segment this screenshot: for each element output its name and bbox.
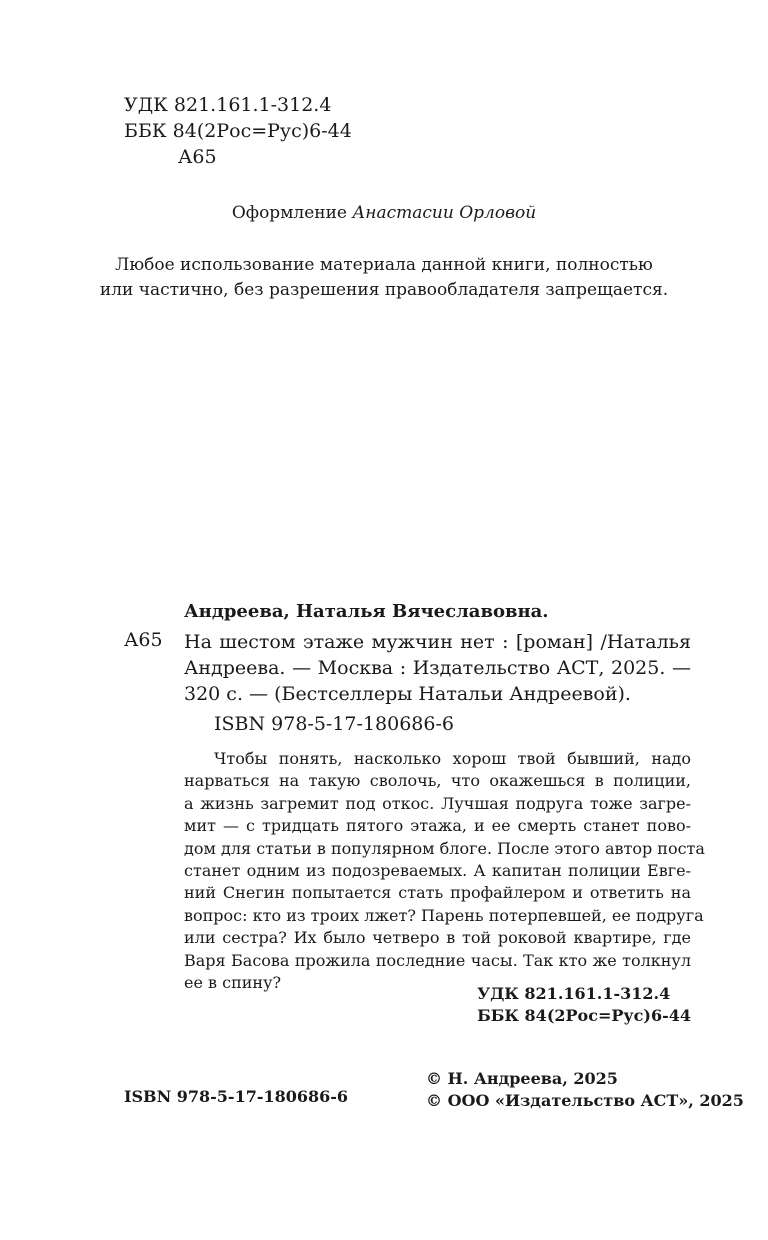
header-author-code: А65 <box>178 146 217 168</box>
annotation-line: ее в спину? <box>184 973 282 993</box>
catalog-author: Андреева, Наталья Вячеславовна. <box>184 601 549 622</box>
footer-copyright-publisher: © ООО «Издательство АСТ», 2025 <box>426 1091 744 1110</box>
header-udk: УДК 821.161.1-312.4 <box>124 94 332 116</box>
catalog-description-line: На шестом этаже мужчин нет : [роман] /Наталья <box>184 631 691 653</box>
design-credit-name: Анастасии Орловой <box>352 203 537 223</box>
footer-copyright <box>426 1068 744 1112</box>
annotation-line: нарваться на такую сволочь, что окажешься в полиции, <box>184 771 691 791</box>
annotation-line: Чтобы понять, насколько хорош твой бывший, надо <box>214 749 691 768</box>
catalog-description-line: Андреева. — Москва : Издательство АСТ, 2025. — <box>184 657 691 679</box>
footer-udk: УДК 821.161.1-312.4 <box>477 984 671 1003</box>
annotation-line: Варя Басова прожила последние часы. Так кто же толкнул <box>184 950 691 970</box>
annotation-line: а жизнь загремит под откос. Лучшая подруга тоже загре- <box>184 793 691 813</box>
footer-bbk: ББК 84(2Рос=Рус)6-44 <box>477 1006 691 1025</box>
catalog-code: А65 <box>124 629 163 651</box>
annotation-line: мит — с тридцать пятого этажа, и ее смерть станет пово- <box>184 816 691 836</box>
design-credit <box>0 203 768 223</box>
annotation-line: ний Снегин попытается стать профайлером и ответить на <box>184 883 691 903</box>
header-bbk: ББК 84(2Рос=Рус)6-44 <box>124 120 352 142</box>
catalog-isbn: ISBN 978-5-17-180686-6 <box>214 713 454 735</box>
annotation-line: дом для статьи в популярном блоге. После этого автор поста <box>184 838 705 858</box>
catalog-description <box>184 629 691 707</box>
copyright-notice-line-2: или частично, без разрешения правообладателя запрещается. <box>99 280 669 300</box>
copyright-notice-line-1: Любое использование материала данной книги, полностью <box>115 255 653 275</box>
annotation <box>184 748 705 994</box>
annotation-line: станет одним из подозреваемых. А капитан полиции Евге- <box>184 861 691 881</box>
catalog-description-line: 320 с. — (Бестселлеры Натальи Андреевой). <box>184 683 631 705</box>
annotation-line: или сестра? Их было четверо в той роковой квартире, где <box>184 928 691 948</box>
annotation-line: вопрос: кто из троих лжет? Парень потерпевшей, ее подруга <box>184 905 704 925</box>
footer-isbn: ISBN 978-5-17-180686-6 <box>124 1087 349 1106</box>
footer-copyright-author: © Н. Андреева, 2025 <box>426 1069 618 1088</box>
footer-classification <box>477 983 691 1027</box>
design-credit-label: Оформление <box>231 203 347 223</box>
